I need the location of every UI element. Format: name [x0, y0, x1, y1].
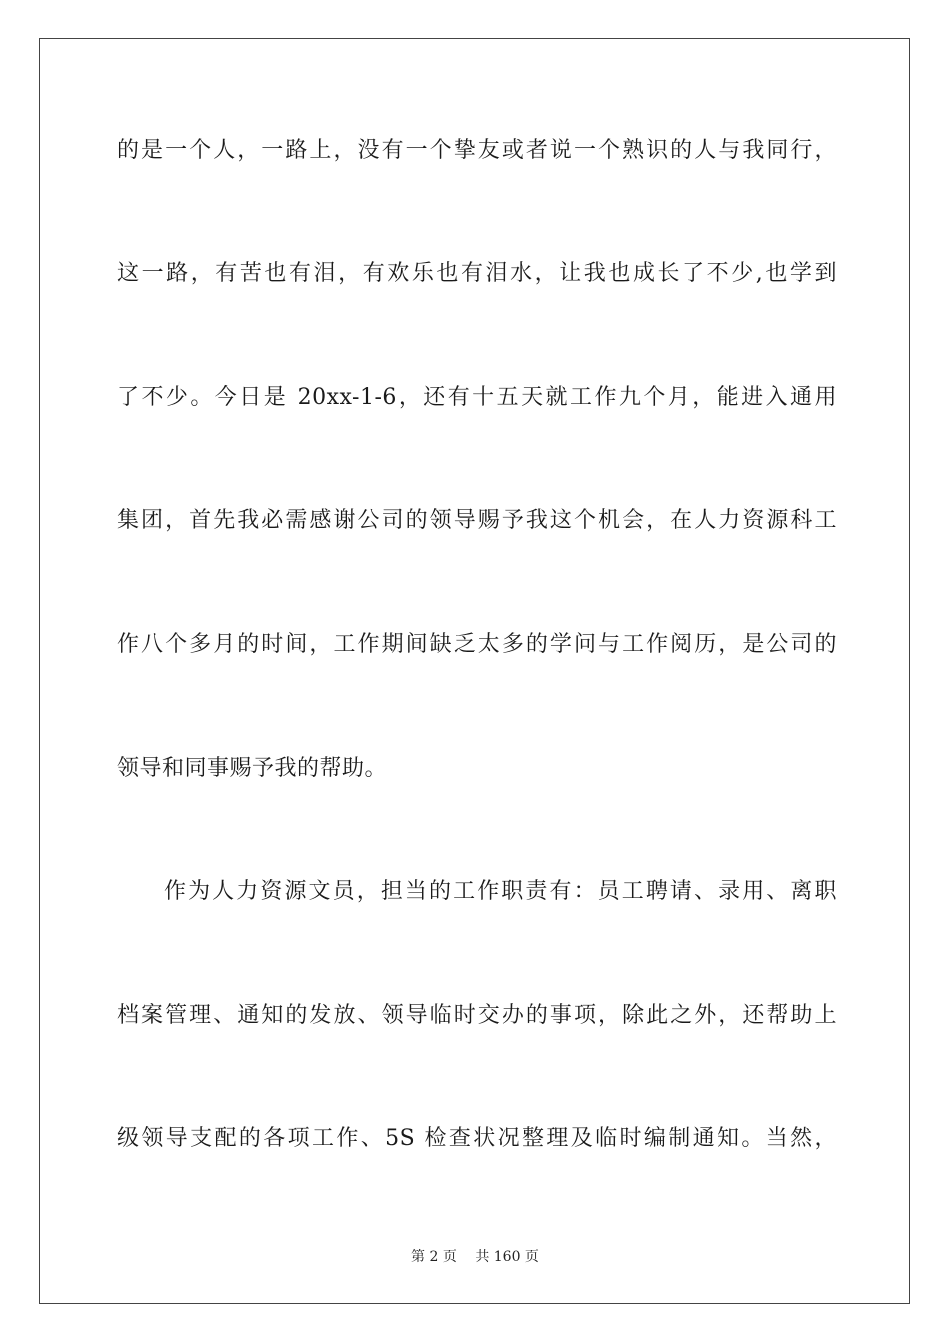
paragraph-line-9: 级领导支配的各项工作、5S 检查状况整理及临时编制通知。当然，: [117, 1126, 837, 1151]
paragraph-line-4: 集团，首先我必需感谢公司的领导赐予我这个机会，在人力资源科工: [117, 508, 837, 533]
paragraph-line-6: 领导和同事赐予我的帮助。: [117, 756, 388, 781]
paragraph-line-7: 作为人力资源文员，担当的工作职责有：员工聘请、录用、离职: [164, 879, 837, 904]
paragraph-line-8: 档案管理、通知的发放、领导临时交办的事项，除此之外，还帮助上: [117, 1003, 837, 1028]
page-footer: [0, 1248, 950, 1266]
page-number: 第 2 页: [411, 1249, 457, 1265]
paragraph-line-1: 的是一个人，一路上，没有一个挚友或者说一个熟识的人与我同行，: [117, 138, 837, 163]
paragraph-line-5: 作八个多月的时间，工作期间缺乏太多的学问与工作阅历，是公司的: [117, 632, 837, 657]
page-total: 共 160 页: [475, 1249, 539, 1265]
page-frame: [39, 38, 910, 1304]
paragraph-line-2: 这一路，有苦也有泪，有欢乐也有泪水，让我也成长了不少,也学到: [117, 261, 837, 286]
paragraph-line-3: 了不少。今日是 20xx-1-6，还有十五天就工作九个月，能进入通用: [117, 385, 837, 410]
